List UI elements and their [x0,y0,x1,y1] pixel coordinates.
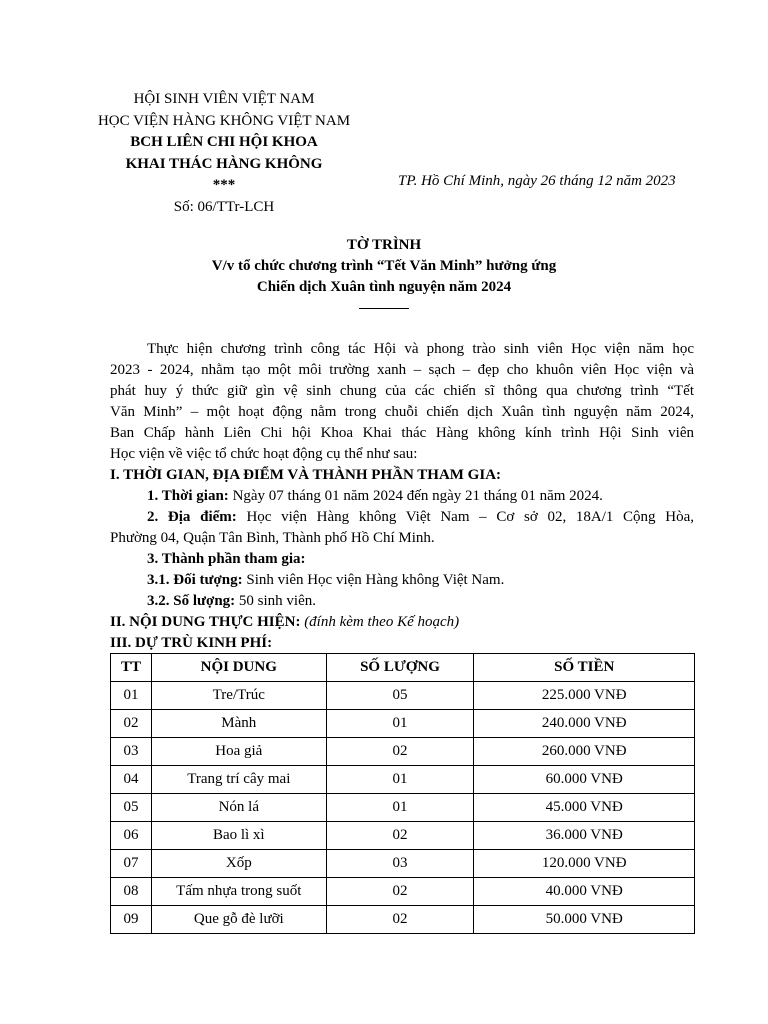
table-row [111,850,695,878]
time-value: Ngày 07 tháng 01 năm 2024 đến ngày 21 tháng 01 năm 2024. [228,488,603,504]
section-3-heading: III. DỰ TRÙ KINH PHÍ: [110,635,273,651]
cell-tt: 06 [111,822,152,850]
table-row [111,710,695,738]
col-header-amount: SỐ TIỀN [474,654,695,682]
place-line [110,507,694,528]
table-row [111,794,695,822]
place-date: TP. Hồ Chí Minh, ngày 26 tháng 12 năm 2023 [398,173,676,189]
budget-table [110,653,695,934]
cell-tt: 04 [111,766,152,794]
title-subject-1: V/v tổ chức chương trình “Tết Văn Minh” hưởng ứng [211,258,557,274]
col-header-tt: TT [111,654,152,682]
cell-tt: 05 [111,794,152,822]
title-main: TỜ TRÌNH [346,237,422,253]
org-name-2: HỌC VIỆN HÀNG KHÔNG VIỆT NAM [97,112,351,129]
intro-line: Văn Minh” – một hoạt động nằm trong chuỗi chiến dịch Xuân tình nguyện năm 2024, [110,404,694,420]
place-label: 2. Địa điểm: [147,509,237,525]
section-2-line [110,612,694,633]
cell-quantity: 02 [326,738,474,766]
time-line [110,486,694,507]
unit-name-2: KHAI THÁC HÀNG KHÔNG [125,155,323,172]
target-label: 3.1. Đối tượng: [147,572,243,588]
section-2-note: (đính kèm theo Kế hoạch) [300,614,460,630]
document-body [110,339,694,654]
cell-amount: 50.000 VNĐ [474,906,695,934]
table-row [111,878,695,906]
cell-content: Bao lì xì [151,822,326,850]
cell-amount: 40.000 VNĐ [474,878,695,906]
title-subject-2: Chiến dịch Xuân tình nguyện năm 2024 [256,279,512,295]
document-title [0,235,768,309]
cell-quantity: 03 [326,850,474,878]
org-name-1: HỘI SINH VIÊN VIỆT NAM [133,91,315,107]
participants-label: 3. Thành phần tham gia: [147,551,306,567]
place-value: Học viện Hàng không Việt Nam – Cơ sở 02, 18A/1 Cộng Hòa, [236,509,694,525]
intro-line: 2023 - 2024, nhằm tạo một môi trường xanh – sạch – đẹp cho khuôn viên Học viện và [110,362,694,378]
cell-content: Tấm nhựa trong suốt [151,878,326,906]
cell-content: Tre/Trúc [151,682,326,710]
cell-tt: 01 [111,682,152,710]
target-value: Sinh viên Học viện Hàng không Việt Nam. [242,572,505,588]
col-header-content: NỘI DUNG [151,654,326,682]
cell-quantity: 02 [326,822,474,850]
cell-content: Mành [151,710,326,738]
quantity-value: 50 sinh viên. [235,593,316,609]
quantity-label: 3.2. Số lượng: [147,593,236,609]
header-organization [60,89,388,218]
table-row [111,682,695,710]
cell-tt: 09 [111,906,152,934]
cell-amount: 60.000 VNĐ [474,766,695,794]
col-header-quantity: SỐ LƯỢNG [326,654,474,682]
time-label: 1. Thời gian: [147,488,229,504]
unit-name-1: BCH LIÊN CHI HỘI KHOA [130,134,318,150]
cell-quantity: 01 [326,766,474,794]
title-underline [359,308,409,309]
cell-tt: 02 [111,710,152,738]
cell-content: Xốp [151,850,326,878]
cell-quantity: 01 [326,794,474,822]
target-line [110,570,694,591]
section-2-heading: II. NỘI DUNG THỰC HIỆN: [110,614,301,630]
document-number: Số: 06/TTr-LCH [173,198,275,215]
cell-content: Trang trí cây mai [151,766,326,794]
table-row [111,738,695,766]
intro-line: Ban Chấp hành Liên Chi hội Khoa Khai thác Hàng không kính trình Hội Sinh viên [110,425,694,441]
intro-line: phát huy ý thức giữ gìn vệ sinh chung của các chiến sĩ thông qua chương trình “Tết [110,383,694,399]
cell-quantity: 02 [326,906,474,934]
section-1-heading: I. THỜI GIAN, ĐỊA ĐIỂM VÀ THÀNH PHẦN THAM GIA: [110,467,502,483]
table-row [111,906,695,934]
intro-line: Thực hiện chương trình công tác Hội và phong trào sinh viên Học viện năm học [147,341,694,357]
table-row [111,822,695,850]
cell-amount: 120.000 VNĐ [474,850,695,878]
cell-content: Nón lá [151,794,326,822]
cell-quantity: 01 [326,710,474,738]
cell-content: Hoa giả [151,738,326,766]
cell-quantity: 02 [326,878,474,906]
cell-tt: 07 [111,850,152,878]
table-header-row [111,654,695,682]
table-row [111,766,695,794]
quantity-line [110,591,694,612]
cell-amount: 240.000 VNĐ [474,710,695,738]
cell-quantity: 05 [326,682,474,710]
cell-amount: 36.000 VNĐ [474,822,695,850]
cell-tt: 03 [111,738,152,766]
cell-amount: 225.000 VNĐ [474,682,695,710]
place-line-2: Phường 04, Quận Tân Bình, Thành phố Hồ Chí Minh. [110,530,435,546]
cell-amount: 45.000 VNĐ [474,794,695,822]
cell-tt: 08 [111,878,152,906]
intro-line: Học viện về việc tổ chức hoạt động cụ thể như sau: [110,446,418,462]
cell-content: Que gỗ đè lưỡi [151,906,326,934]
cell-amount: 260.000 VNĐ [474,738,695,766]
header-stars: *** [212,177,236,193]
